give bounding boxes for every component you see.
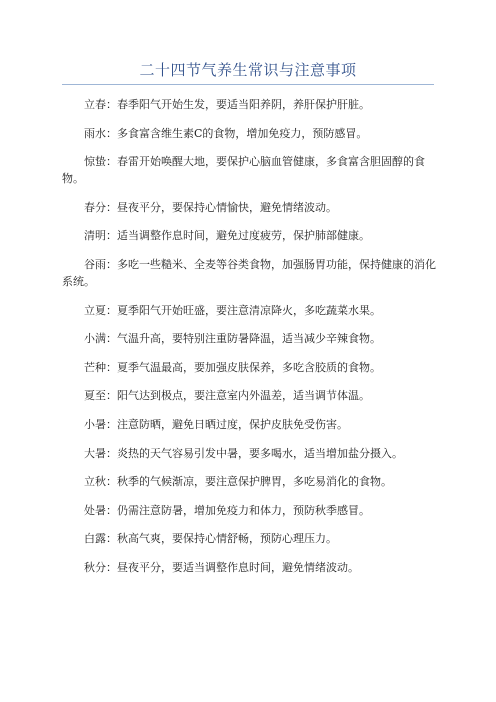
entry-lichun: [62, 96, 436, 113]
entry-text: 秋高气爽，要保持心情舒畅，预防心理压力。: [117, 532, 337, 546]
entry-text: 气温升高，要特别注重防暑降温，适当减少辛辣食物。: [117, 332, 381, 346]
entry-term: 芒种：: [84, 360, 117, 374]
entry-guyu: [62, 256, 436, 290]
entry-term: 大暑：: [84, 446, 117, 460]
entry-text: 炎热的天气容易引发中暑，要多喝水，适当增加盐分摄入。: [117, 446, 403, 460]
entry-chunfen: [62, 199, 436, 216]
entry-text: 昼夜平分，要适当调整作息时间，避免情绪波动。: [117, 560, 359, 574]
entry-term: 雨水：: [84, 126, 117, 140]
entry-dashu: [62, 445, 436, 462]
entry-term: 春分：: [84, 200, 117, 214]
entry-text: 阳气达到极点，要注意室内外温差，适当调节体温。: [117, 389, 370, 403]
entry-text: 适当调整作息时间，避免过度疲劳，保护肺部健康。: [117, 229, 370, 243]
entry-term: 谷雨：: [84, 257, 117, 271]
entry-mangzhong: [62, 359, 436, 376]
entry-term: 立夏：: [84, 303, 117, 317]
entry-text: 多食富含维生素C的食物，增加免疫力，预防感冒。: [117, 126, 368, 140]
entry-term: 小满：: [84, 332, 117, 346]
entry-term: 秋分：: [84, 560, 117, 574]
entry-text: 夏季气温最高，要加强皮肤保养，多吃含胶质的食物。: [117, 360, 381, 374]
entry-text: 夏季阳气开始旺盛，要注意清凉降火，多吃蔬菜水果。: [117, 303, 381, 317]
entry-text: 秋季的气候渐凉，要注意保护脾胃，多吃易消化的食物。: [117, 475, 392, 489]
entry-yushui: [62, 125, 436, 142]
entry-text: 春雷开始唤醒大地，要保护心脑血管健康，多食富含胆固醇的食物。: [62, 155, 425, 186]
entry-text: 仍需注意防暑，增加免疫力和体力，预防秋季感冒。: [117, 503, 370, 517]
entry-xiazhi: [62, 387, 436, 404]
entry-liqiu: [62, 473, 436, 490]
entry-term: 处暑：: [84, 503, 117, 517]
entry-term: 立春：: [84, 98, 117, 111]
entry-text: 春季阳气开始生发，要适当阳养阴，养肝保护肝脏。: [117, 98, 370, 111]
entry-jingzhe: [62, 153, 436, 187]
title-underline: [62, 84, 434, 85]
entry-text: 昼夜平分，要保持心情愉快，避免情绪波动。: [117, 200, 337, 214]
entry-term: 夏至：: [84, 389, 117, 403]
entry-text: 多吃一些糙米、全麦等谷类食物，加强肠胃功能，保持健康的消化系统。: [62, 257, 436, 288]
entry-xiaoman: [62, 330, 436, 347]
entry-term: 小暑：: [84, 417, 117, 431]
entry-qingming: [62, 227, 436, 244]
page-title: 二十四节气养生常识与注意事项: [139, 61, 357, 79]
entry-chushu: [62, 502, 436, 519]
entry-term: 清明：: [84, 229, 117, 243]
solar-term-list: [62, 96, 436, 588]
entry-xiaoshu: [62, 416, 436, 433]
entry-term: 白露：: [84, 532, 117, 546]
entry-bailu: [62, 530, 436, 547]
entry-qiufen: [62, 559, 436, 576]
entry-term: 立秋：: [84, 475, 117, 489]
entry-lixia: [62, 302, 436, 319]
entry-text: 注意防晒，避免日晒过度，保护皮肤免受伤害。: [117, 417, 348, 431]
entry-term: 惊蛰：: [84, 155, 117, 169]
